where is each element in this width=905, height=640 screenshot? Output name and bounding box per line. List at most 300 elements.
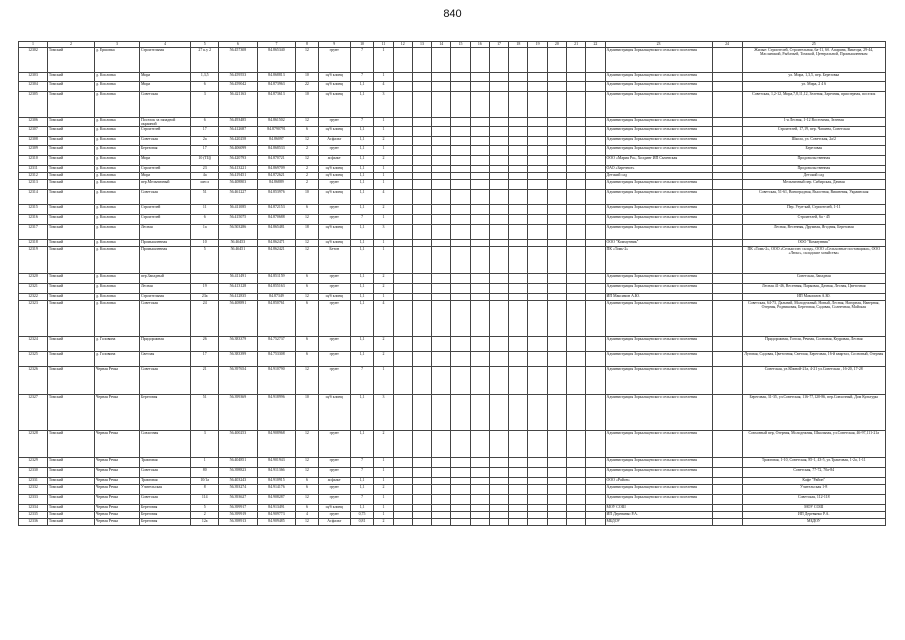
table-cell: 1,1 bbox=[350, 337, 374, 352]
table-cell: 1 bbox=[374, 495, 393, 505]
table-cell: Советская, 64-73, Дальний, Молодежный, Новый, Лесная, Нагорная, Наверная, Озерная, Родниковая, Береговая, Садовая, Солнечная, Майская bbox=[742, 301, 885, 337]
table-cell bbox=[451, 156, 470, 166]
table-cell bbox=[432, 72, 451, 81]
table-cell: ИП Деревянко Р.А. bbox=[605, 512, 712, 519]
table-cell bbox=[528, 205, 547, 215]
table-cell bbox=[393, 294, 412, 301]
table-cell bbox=[712, 156, 742, 166]
table-row bbox=[19, 337, 886, 352]
table-cell: Черная Речка bbox=[94, 431, 139, 458]
table-cell: 1-я Лесная, 1-12 Восточная, Зеленая bbox=[742, 117, 885, 127]
table-cell: грунт bbox=[318, 274, 350, 284]
table-cell bbox=[566, 240, 585, 247]
table-cell bbox=[432, 458, 451, 468]
table-cell: 12310 bbox=[19, 156, 48, 166]
table-cell bbox=[489, 512, 508, 519]
table-cell: 12312 bbox=[19, 173, 48, 180]
table-cell: Учительская 1-8 bbox=[742, 485, 885, 495]
table-cell: 12333 bbox=[19, 495, 48, 505]
table-cell: 12308 bbox=[19, 137, 48, 146]
table-cell: Томский bbox=[47, 173, 94, 180]
table-cell bbox=[470, 367, 489, 395]
table-cell bbox=[712, 117, 742, 127]
table-cell bbox=[712, 512, 742, 519]
table-cell: 12313 bbox=[19, 180, 48, 190]
table-row bbox=[19, 352, 886, 367]
column-header: 11 bbox=[374, 42, 393, 48]
table-cell bbox=[470, 215, 489, 225]
table-cell: Светлая bbox=[139, 352, 190, 367]
table-cell: 12329 bbox=[19, 458, 48, 468]
table-cell bbox=[451, 247, 470, 274]
table-cell: 4 bbox=[374, 301, 393, 337]
table-cell bbox=[528, 301, 547, 337]
table-cell: Администрация Зоркальцевского сельского поселения bbox=[605, 468, 712, 478]
table-cell bbox=[412, 505, 431, 512]
table-cell bbox=[451, 505, 470, 512]
table-cell: грунт bbox=[318, 284, 350, 294]
table-cell: Администрация Зоркальцевского сельского поселения bbox=[605, 225, 712, 240]
table-cell bbox=[547, 458, 566, 468]
table-cell bbox=[412, 137, 431, 146]
table-cell bbox=[470, 352, 489, 367]
table-cell bbox=[393, 81, 412, 91]
column-header: 22 bbox=[586, 42, 605, 48]
table-cell: 84.86889 bbox=[257, 180, 296, 190]
table-cell bbox=[451, 478, 470, 485]
table-cell bbox=[489, 180, 508, 190]
table-cell bbox=[432, 495, 451, 505]
table-cell bbox=[566, 294, 585, 301]
table-cell bbox=[509, 337, 528, 352]
column-header: 8 bbox=[296, 42, 318, 48]
table-cell: 6 bbox=[296, 337, 318, 352]
table-cell bbox=[470, 127, 489, 137]
table-cell bbox=[393, 215, 412, 225]
table-cell bbox=[509, 395, 528, 431]
table-cell bbox=[489, 166, 508, 173]
table-cell: 1 bbox=[374, 367, 393, 395]
table-cell: 12334 bbox=[19, 505, 48, 512]
table-cell: 18 bbox=[296, 225, 318, 240]
table-cell bbox=[509, 458, 528, 468]
table-cell: 2 bbox=[374, 274, 393, 284]
table-cell bbox=[528, 294, 547, 301]
table-cell bbox=[470, 47, 489, 72]
table-cell bbox=[566, 173, 585, 180]
table-cell bbox=[566, 117, 585, 127]
table-cell bbox=[528, 337, 547, 352]
table-cell bbox=[393, 225, 412, 240]
table-cell: Мира bbox=[139, 72, 190, 81]
table-cell: Строителей bbox=[139, 166, 190, 173]
table-cell bbox=[528, 225, 547, 240]
table-cell bbox=[566, 47, 585, 72]
table-cell: Совхозная bbox=[139, 431, 190, 458]
table-cell bbox=[489, 485, 508, 495]
table-cell: 12330 bbox=[19, 468, 48, 478]
table-cell: 1,1 bbox=[350, 284, 374, 294]
table-cell: 12322 bbox=[19, 294, 48, 301]
table-cell bbox=[586, 146, 605, 156]
table-cell bbox=[712, 180, 742, 190]
table-cell bbox=[412, 431, 431, 458]
table-cell bbox=[412, 485, 431, 495]
table-cell bbox=[509, 117, 528, 127]
table-cell: 12 bbox=[296, 117, 318, 127]
table-cell bbox=[509, 284, 528, 294]
table-row bbox=[19, 240, 886, 247]
table-cell bbox=[509, 190, 528, 205]
table-cell bbox=[489, 519, 508, 526]
table-cell bbox=[712, 284, 742, 294]
table-cell: 84.86097 bbox=[257, 137, 296, 146]
table-cell: Администрация Зоркальцевского сельского поселения bbox=[605, 180, 712, 190]
table-cell: 12315 bbox=[19, 205, 48, 215]
table-cell: Лесная bbox=[139, 225, 190, 240]
table-cell bbox=[586, 274, 605, 284]
table-cell bbox=[547, 190, 566, 205]
table-cell: шесл bbox=[191, 180, 219, 190]
table-cell bbox=[412, 156, 431, 166]
table-cell bbox=[393, 146, 412, 156]
table-cell: Томский bbox=[47, 512, 94, 519]
table-cell bbox=[712, 81, 742, 91]
table-cell bbox=[528, 180, 547, 190]
table-cell bbox=[432, 274, 451, 284]
table-cell: 6 bbox=[296, 478, 318, 485]
table-cell: 10 bbox=[296, 190, 318, 205]
table-cell: грунт bbox=[318, 512, 350, 519]
table-cell: 2 bbox=[374, 137, 393, 146]
table-cell bbox=[528, 505, 547, 512]
table-cell: Томский bbox=[47, 137, 94, 146]
table-cell: 2 bbox=[374, 519, 393, 526]
table-cell bbox=[566, 431, 585, 458]
table-cell: 56.419451 bbox=[219, 173, 258, 180]
table-cell: Администрация Зоркальцевского сельского поселения bbox=[605, 485, 712, 495]
table-cell: 12331 bbox=[19, 478, 48, 485]
table-cell: Администрация Зоркальцевского сельского поселения bbox=[605, 284, 712, 294]
table-cell bbox=[470, 337, 489, 352]
table-cell bbox=[566, 127, 585, 137]
table-cell: 84.861502 bbox=[257, 117, 296, 127]
table-cell bbox=[470, 146, 489, 156]
table-cell: Советская, ул.Южной-21а, 4-21 ул.Советская , 16-20, 17-28 bbox=[742, 367, 885, 395]
table-cell: щ/б клинц bbox=[318, 81, 350, 91]
table-cell: Черная Речка bbox=[94, 505, 139, 512]
table-cell: Асфальт bbox=[318, 519, 350, 526]
table-cell: Советская, 1,2-12, Мира,7,8,11,12, Зеленая, Заречная, приозерная, поселок bbox=[742, 91, 885, 117]
table-cell bbox=[712, 395, 742, 431]
table-cell: 56.393627 bbox=[219, 495, 258, 505]
table-row bbox=[19, 284, 886, 294]
table-cell bbox=[393, 117, 412, 127]
table-cell bbox=[547, 72, 566, 81]
table-cell bbox=[432, 512, 451, 519]
table-cell bbox=[566, 478, 585, 485]
table-cell: Администрация Зоркальцевского сельского поселения bbox=[605, 205, 712, 215]
table-cell bbox=[451, 512, 470, 519]
table-cell bbox=[489, 247, 508, 274]
table-cell: асфальт bbox=[318, 156, 350, 166]
table-cell bbox=[528, 127, 547, 137]
table-cell: 84.910790 bbox=[257, 367, 296, 395]
table-cell: Томский bbox=[47, 301, 94, 337]
table-cell: д. Кисловка bbox=[94, 205, 139, 215]
table-cell bbox=[509, 294, 528, 301]
table-cell: 12 bbox=[296, 458, 318, 468]
table-cell: Строителей bbox=[139, 127, 190, 137]
table-cell: 84.853976 bbox=[257, 190, 296, 205]
table-cell bbox=[393, 367, 412, 395]
table-cell: 1,1 bbox=[350, 205, 374, 215]
table-cell: Томский bbox=[47, 458, 94, 468]
table-cell: д. Кисловка bbox=[94, 301, 139, 337]
table-cell bbox=[412, 458, 431, 468]
table-cell: 2 bbox=[191, 512, 219, 519]
table-cell: 84.872621 bbox=[257, 173, 296, 180]
table-cell: Детский сад bbox=[605, 173, 712, 180]
table-cell: ИП Максимов А.Ю. bbox=[605, 294, 712, 301]
table-cell bbox=[432, 468, 451, 478]
table-cell bbox=[393, 205, 412, 215]
table-cell bbox=[393, 240, 412, 247]
table-cell: грунт bbox=[318, 205, 350, 215]
table-cell bbox=[509, 431, 528, 458]
table-cell bbox=[509, 81, 528, 91]
table-cell: 10 bbox=[296, 91, 318, 117]
table-cell: Березовая bbox=[139, 146, 190, 156]
table-cell bbox=[489, 478, 508, 485]
table-cell bbox=[547, 173, 566, 180]
table-cell: 17 bbox=[191, 127, 219, 137]
table-cell bbox=[566, 247, 585, 274]
table-cell: Томский bbox=[47, 247, 94, 274]
table-cell: 4а bbox=[191, 173, 219, 180]
table-cell: д. Кисловка bbox=[94, 240, 139, 247]
table-cell: 51 bbox=[191, 190, 219, 205]
table-cell: Промышленная bbox=[139, 247, 190, 274]
table-cell bbox=[566, 485, 585, 495]
table-cell: 7 bbox=[350, 72, 374, 81]
table-cell: 10 (ТЦ) bbox=[191, 156, 219, 166]
table-cell bbox=[451, 117, 470, 127]
table-cell: Строителей bbox=[139, 215, 190, 225]
table-cell bbox=[509, 301, 528, 337]
table-cell bbox=[451, 395, 470, 431]
table-cell: 1 bbox=[374, 478, 393, 485]
table-cell: 1,1 bbox=[350, 301, 374, 337]
table-cell: 1,1 bbox=[350, 190, 374, 205]
table-cell: Трактовая, 1-10, Советская, 85-1, 43-5, ул.Трактовая, 1-2а, 1-11 bbox=[742, 458, 885, 468]
column-header: 23 bbox=[605, 42, 712, 48]
table-cell: 12325 bbox=[19, 352, 48, 367]
table-cell bbox=[586, 512, 605, 519]
table-cell: 1,1 bbox=[350, 352, 374, 367]
table-cell bbox=[509, 72, 528, 81]
table-cell bbox=[547, 301, 566, 337]
table-cell bbox=[470, 431, 489, 458]
table-cell: Учительская bbox=[139, 485, 190, 495]
table-cell: Советская, 51-61, Виноградная, Высотная, Вишневая, Украинская bbox=[742, 190, 885, 205]
table-cell bbox=[412, 284, 431, 294]
table-cell bbox=[432, 284, 451, 294]
table-cell bbox=[432, 127, 451, 137]
table-cell: 56.411491 bbox=[219, 274, 258, 284]
table-cell bbox=[509, 156, 528, 166]
table-cell: 1 bbox=[374, 72, 393, 81]
table-cell: Мира bbox=[139, 156, 190, 166]
table-cell bbox=[432, 431, 451, 458]
table-cell bbox=[451, 205, 470, 215]
table-cell bbox=[712, 247, 742, 274]
table-cell bbox=[432, 146, 451, 156]
table-cell: 4 bbox=[374, 81, 393, 91]
table-cell bbox=[712, 274, 742, 284]
table-cell bbox=[712, 337, 742, 352]
column-header: 5 bbox=[191, 42, 219, 48]
table-cell bbox=[470, 247, 489, 274]
table-cell bbox=[528, 137, 547, 146]
table-cell: Администрация Зоркальцевского сельского поселения bbox=[605, 91, 712, 117]
table-cell: д. Кисловка bbox=[94, 225, 139, 240]
table-cell bbox=[509, 247, 528, 274]
table-cell bbox=[489, 495, 508, 505]
table-cell bbox=[566, 367, 585, 395]
table-cell: Советская bbox=[139, 190, 190, 205]
table-cell: Администрация Зоркальцевского сельского поселения bbox=[605, 274, 712, 284]
table-row bbox=[19, 431, 886, 458]
table-cell bbox=[509, 91, 528, 117]
table-cell: 56.406099 bbox=[219, 146, 258, 156]
table-cell: 12 bbox=[296, 294, 318, 301]
table-cell bbox=[712, 72, 742, 81]
table-cell: 12332 bbox=[19, 485, 48, 495]
table-cell bbox=[528, 81, 547, 91]
table-cell bbox=[586, 127, 605, 137]
table-cell: Томский bbox=[47, 215, 94, 225]
table-cell: МБДОУ bbox=[742, 519, 885, 526]
table-cell: Черная Речка bbox=[94, 485, 139, 495]
table-cell: МОУ СОШ bbox=[605, 505, 712, 512]
table-cell bbox=[451, 72, 470, 81]
table-cell bbox=[547, 485, 566, 495]
table-cell bbox=[432, 395, 451, 431]
table-cell: 0,81 bbox=[350, 519, 374, 526]
table-cell bbox=[712, 190, 742, 205]
column-header: 18 bbox=[509, 42, 528, 48]
table-cell: Томский bbox=[47, 505, 94, 512]
table-cell bbox=[432, 478, 451, 485]
table-cell: д. Кисловка bbox=[94, 215, 139, 225]
table-cell bbox=[393, 190, 412, 205]
table-cell: 12314 bbox=[19, 190, 48, 205]
table-cell: 56.403243 bbox=[219, 478, 258, 485]
table-cell: 12336 bbox=[19, 519, 48, 526]
table-cell: 56.493485 bbox=[219, 117, 258, 127]
table-cell bbox=[412, 173, 431, 180]
table-cell bbox=[547, 431, 566, 458]
table-cell: Черная Речка bbox=[94, 468, 139, 478]
table-cell bbox=[566, 146, 585, 156]
table-cell: 1,3,5 bbox=[191, 72, 219, 81]
table-row bbox=[19, 173, 886, 180]
column-header: 4 bbox=[139, 42, 190, 48]
table-cell: 19 bbox=[191, 284, 219, 294]
table-cell bbox=[566, 284, 585, 294]
table-cell: 12302 bbox=[19, 47, 48, 72]
table-cell: 2 bbox=[296, 180, 318, 190]
table-cell bbox=[412, 72, 431, 81]
table-cell: 8 bbox=[191, 485, 219, 495]
table-row bbox=[19, 395, 886, 431]
table-cell bbox=[547, 205, 566, 215]
table-cell bbox=[509, 240, 528, 247]
table-cell: Томский bbox=[47, 205, 94, 215]
table-cell bbox=[547, 352, 566, 367]
table-cell bbox=[393, 72, 412, 81]
table-cell bbox=[451, 284, 470, 294]
column-header: 3 bbox=[94, 42, 139, 48]
table-cell bbox=[432, 505, 451, 512]
table-cell: Советская bbox=[139, 137, 190, 146]
table-cell bbox=[509, 519, 528, 526]
table-cell: 56.503286 bbox=[219, 225, 258, 240]
table-row bbox=[19, 247, 886, 274]
table-cell: 56.415075 bbox=[219, 215, 258, 225]
table-cell bbox=[566, 458, 585, 468]
table-cell bbox=[586, 180, 605, 190]
table-cell: 11 bbox=[191, 205, 219, 215]
table-cell: 6 bbox=[296, 301, 318, 337]
table-cell: 1 bbox=[374, 166, 393, 173]
table-cell bbox=[547, 284, 566, 294]
table-cell: 7 bbox=[350, 495, 374, 505]
table-cell: 80 bbox=[191, 468, 219, 478]
table-row bbox=[19, 72, 886, 81]
table-cell bbox=[509, 478, 528, 485]
table-cell: 2 bbox=[374, 284, 393, 294]
table-cell: Томский bbox=[47, 47, 94, 72]
table-cell: 2 bbox=[374, 337, 393, 352]
table-cell bbox=[489, 225, 508, 240]
table-cell: 56.459042 bbox=[219, 81, 258, 91]
table-cell bbox=[712, 352, 742, 367]
table-cell: Придорожная, Гоголя, Речная, Сосновая, Кедровая, Лесная bbox=[742, 337, 885, 352]
table-cell bbox=[470, 205, 489, 215]
table-cell: Администрация Зоркальцевского сельского поселения bbox=[605, 495, 712, 505]
table-cell bbox=[547, 294, 566, 301]
table-cell bbox=[412, 337, 431, 352]
table-cell bbox=[451, 274, 470, 284]
table-cell: 84.851159 bbox=[257, 274, 296, 284]
table-cell bbox=[470, 512, 489, 519]
table-cell: 1 bbox=[374, 458, 393, 468]
table-cell: Администрация Зоркальцевского сельского поселения bbox=[605, 367, 712, 395]
table-cell: Томский bbox=[47, 127, 94, 137]
table-cell: 1,1 bbox=[350, 81, 374, 91]
table-cell bbox=[586, 485, 605, 495]
table-cell: грунт bbox=[318, 468, 350, 478]
table-cell: Администрация Зоркальцевского сельского поселения bbox=[605, 352, 712, 367]
table-cell bbox=[412, 127, 431, 137]
table-row bbox=[19, 505, 886, 512]
table-cell bbox=[432, 173, 451, 180]
table-cell: д. Кисловка bbox=[94, 91, 139, 117]
table-cell bbox=[470, 91, 489, 117]
table-cell bbox=[393, 485, 412, 495]
